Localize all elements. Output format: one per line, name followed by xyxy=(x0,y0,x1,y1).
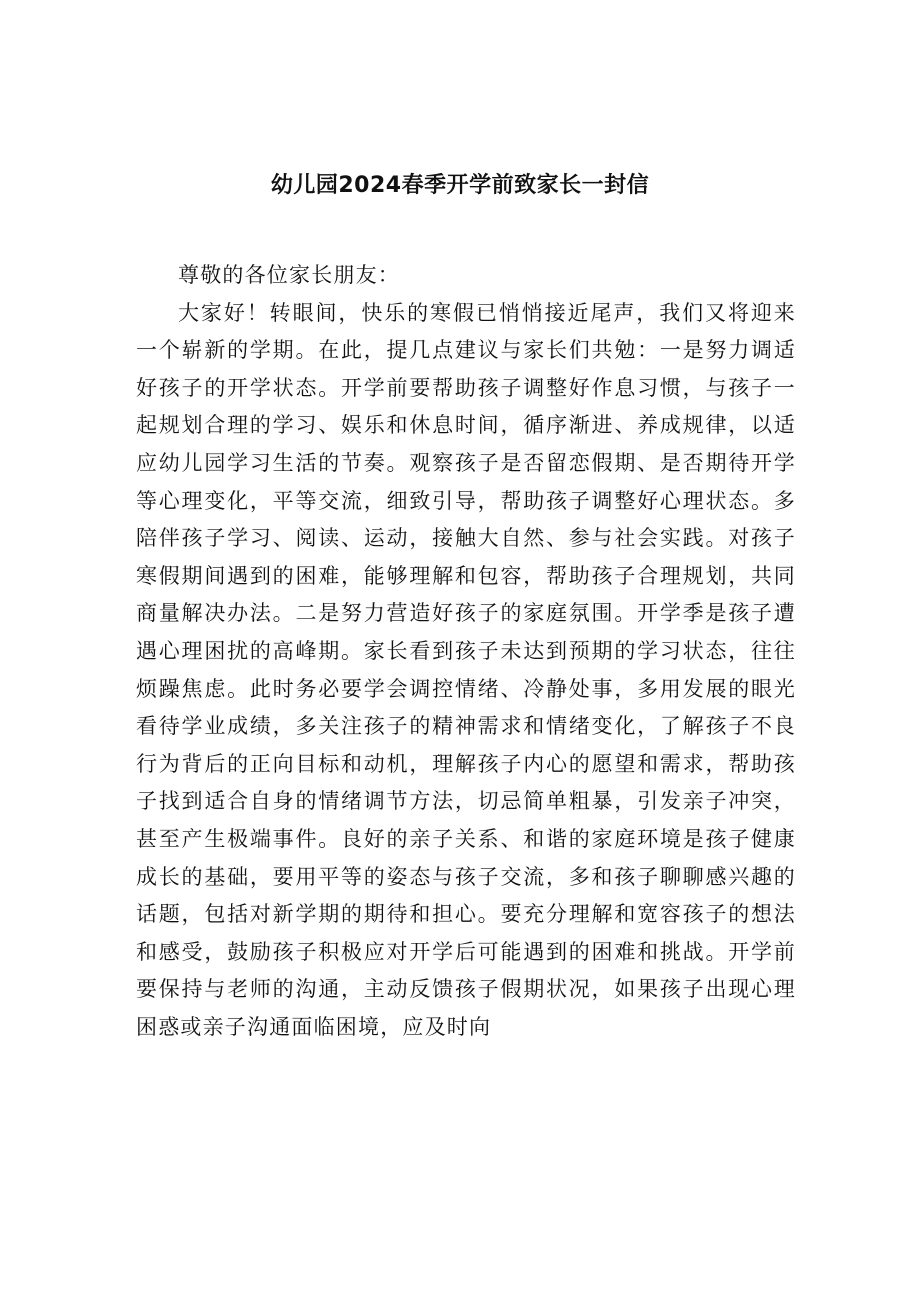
salutation: 尊敬的各位家长朋友： xyxy=(178,263,400,287)
body-paragraph: 大家好！转眼间，快乐的寒假已悄悄接近尾声，我们又将迎来一个崭新的学期。在此，提几点建议与家长们共勉：一是努力调适好孩子的开学状态。开学前要帮助孩子调整好作息习惯，与孩子一起规划合理的学习、娱乐和休息时间，循序渐进、养成规律，以适应幼儿园学习生活的节奏。观察孩子是否留恋假期、是否期待开学等心理变化，平等交流，细致引导，帮助孩子调整好心理状态。多陪伴孩子学习、阅读、运动，接触大自然、参与社会实践。对孩子寒假期间遇到的困难，能够理解和包容，帮助孩子合理规划，共同商量解决办法。二是努力营造好孩子的家庭氛围。开学季是孩子遭遇心理困扰的高峰期。家长看到孩子未达到预期的学习状态，往往烦躁焦虑。此时务必要学会调控情绪、冷静处事，多用发展的眼光看待学业成绩，多关注孩子的精神需求和情绪变化，了解孩子不良行为背后的正向目标和动机，理解孩子内心的愿望和需求，帮助孩子找到适合自身的情绪调节方法，切忌简单粗暴，引发亲子冲突，甚至产生极端事件。良好的亲子关系、和谐的家庭环境是孩子健康成长的基础，要用平等的姿态与孩子交流，多和孩子聊聊感兴趣的话题，包括对新学期的期待和担心。要充分理解和宽容孩子的想法和感受，鼓励孩子积极应对开学后可能遇到的困难和挑战。开学前要保持与老师的沟通，主动反馈孩子假期状况，如果孩子出现心理困惑或亲子沟通面临困境，应及时向 xyxy=(136,300,796,1039)
document-body xyxy=(136,257,796,1046)
document-title: 幼儿园2024春季开学前致家长一封信 xyxy=(270,173,650,198)
